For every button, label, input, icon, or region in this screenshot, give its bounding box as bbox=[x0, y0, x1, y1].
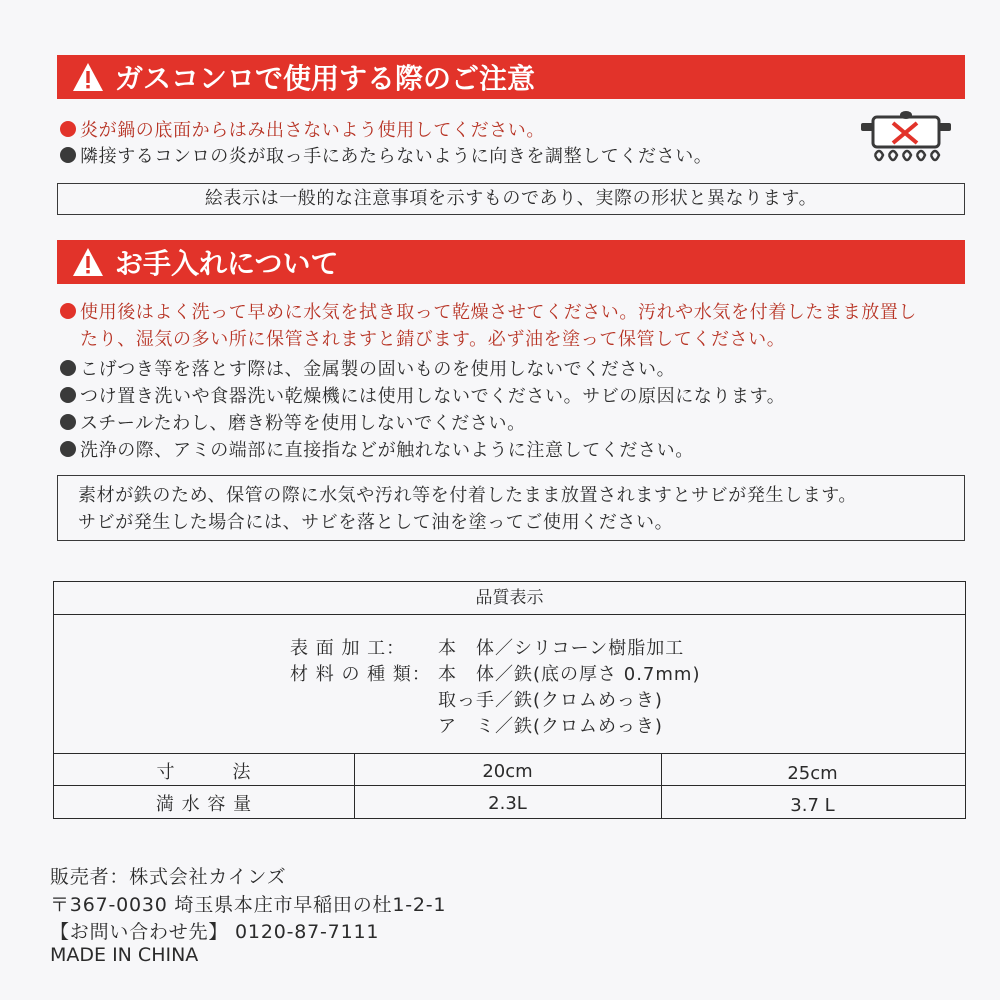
address-text: 〒367-0030 埼玉県本庄市早稲田の杜1-2-1 bbox=[50, 894, 447, 916]
spec-value: 本 体／鉄(底の厚さ 0.7mm) bbox=[438, 664, 701, 685]
care-item: つけ置き洗いや食器洗い乾燥機には使用しないでください。サビの原因になります。 bbox=[60, 382, 785, 408]
red-bullet-icon bbox=[60, 121, 76, 137]
quality-table-header: 品質表示 bbox=[54, 582, 965, 615]
bullet-icon bbox=[60, 441, 76, 457]
illustration-note: 絵表示は一般的な注意事項を示すものであり、実際の形状と異なります。 bbox=[57, 183, 965, 215]
warning-icon bbox=[71, 246, 105, 278]
spec-label: 表 面 加 工： bbox=[290, 638, 406, 659]
bullet-icon bbox=[60, 387, 76, 403]
care-item: こげつき等を落とす際は、金属製の固いものを使用しないでください。 bbox=[60, 355, 675, 381]
warning-icon bbox=[71, 61, 105, 93]
spec-value: ア ミ／鉄(クロムめっき) bbox=[438, 716, 663, 737]
gas-caution-title: ガスコンロで使用する際のご注意 bbox=[115, 62, 536, 95]
care-item: 洗浄の際、アミの端部に直接指などが触れないように注意してください。 bbox=[60, 436, 694, 462]
size-value: 20cm bbox=[482, 761, 533, 782]
table-divider bbox=[54, 785, 965, 786]
care-item-continuation: たり、湿気の多い所に保管されますと錆びます。必ず油を塗って保管してください。 bbox=[80, 329, 786, 350]
bullet-icon bbox=[60, 414, 76, 430]
care-banner bbox=[57, 240, 965, 284]
gas-caution-item: 隣接するコンロの炎が取っ手にあたらないように向きを調整してください。 bbox=[60, 142, 712, 168]
quality-table bbox=[53, 581, 966, 819]
gas-caution-item: 炎が鍋の底面からはみ出さないよう使用してください。 bbox=[60, 116, 545, 142]
spec-label: 材 料 の 種 類： bbox=[290, 664, 431, 685]
rust-note: 素材が鉄のため、保管の際に水気や汚れ等を付着したまま放置されますとサビが発生します。 サビが発生した場合には、サビを落として油を塗ってご使用ください。 bbox=[57, 475, 965, 541]
table-divider bbox=[54, 753, 965, 754]
spec-value: 取っ手／鉄(クロムめっき) bbox=[438, 690, 663, 711]
size-label: 寸 法 bbox=[156, 762, 252, 783]
capacity-label: 満 水 容 量 bbox=[155, 794, 253, 815]
red-bullet-icon bbox=[60, 303, 76, 319]
size-value: 25cm bbox=[787, 763, 838, 784]
care-item: スチールたわし、磨き粉等を使用しないでください。 bbox=[60, 409, 526, 435]
bullet-icon bbox=[60, 147, 76, 163]
origin-text: MADE IN CHINA bbox=[50, 944, 199, 966]
contact-text: 【お問い合わせ先】 0120-87-7111 bbox=[50, 921, 380, 943]
bullet-icon bbox=[60, 360, 76, 376]
care-item: 使用後はよく洗って早めに水気を拭き取って乾燥させてください。汚れや水気を付着したまま放置し bbox=[60, 298, 917, 324]
pot-on-burner-icon bbox=[853, 105, 959, 169]
capacity-value: 3.7 L bbox=[790, 795, 835, 816]
capacity-value: 2.3L bbox=[488, 793, 527, 814]
spec-value: 本 体／シリコーン樹脂加工 bbox=[438, 638, 685, 659]
gas-caution-banner bbox=[57, 55, 965, 99]
care-title: お手入れについて bbox=[115, 247, 339, 280]
seller-text: 販売者：株式会社カインズ bbox=[50, 866, 287, 888]
